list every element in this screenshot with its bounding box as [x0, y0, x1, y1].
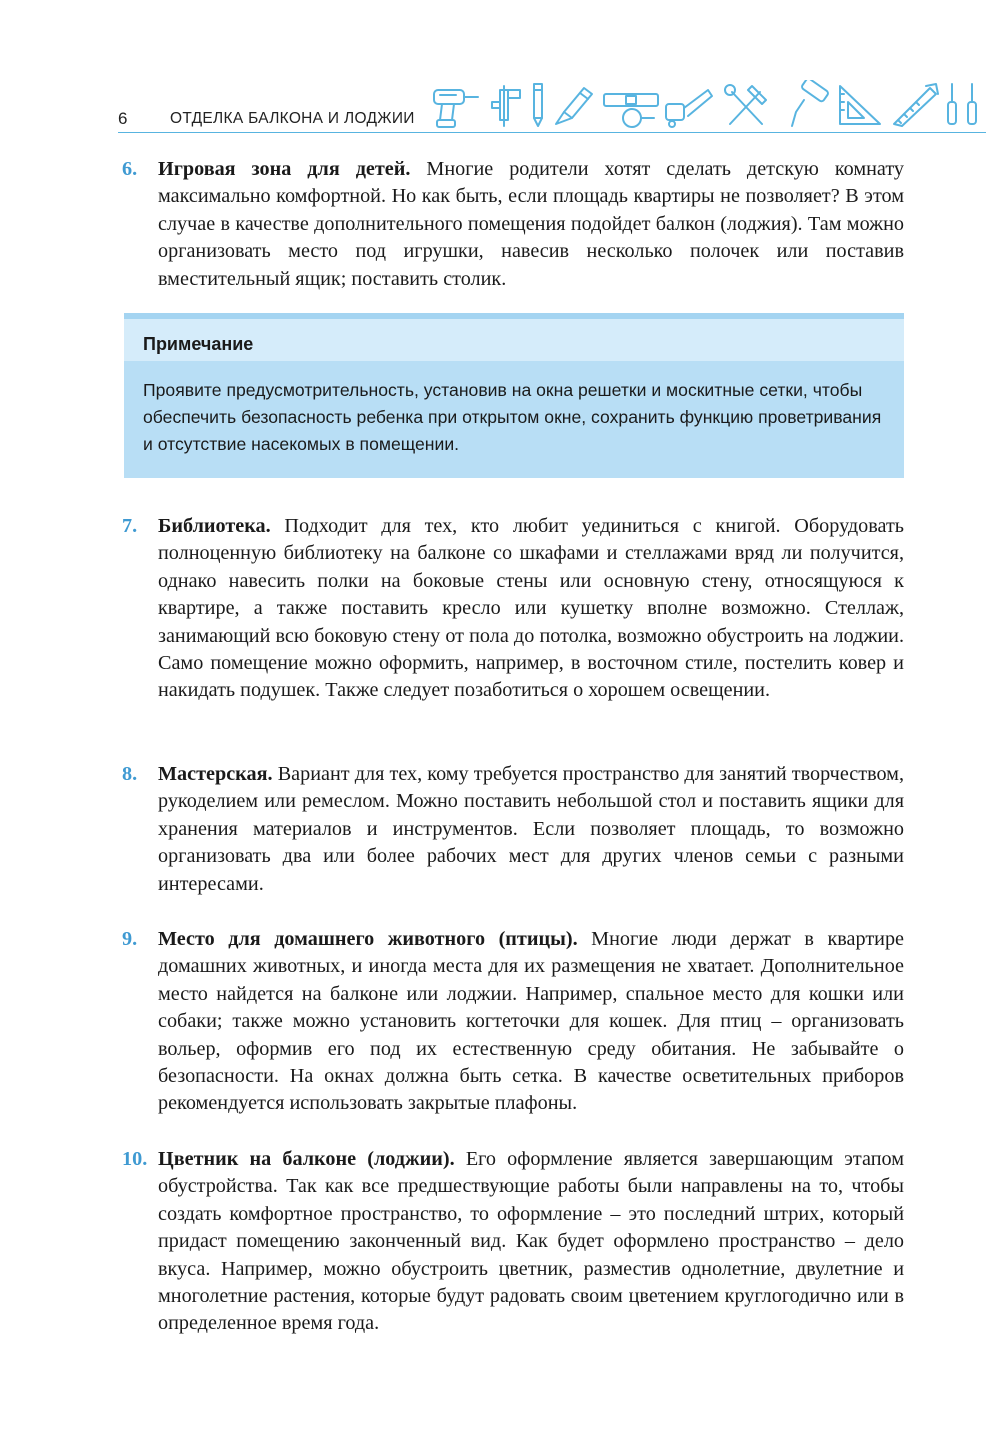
item-text: Подходит для тех, кто любит уединиться с книгой. Оборудовать полноценную библиотеку на балконе со шкафами и стеллажами вряд ли получится, однако навесить полки на боковые стены или основную стену, относящуюся к квартире, а также поставить кресло или кушетку вполне возможно. Стеллаж, занимающий всю боковую стену от пола до потолка, возможно обустроить на лоджии. Само помещение можно оформить, например, в восточном стиле, постелить ковер и накидать подушек. Также следует позаботиться о хорошем освещении.	[158, 515, 904, 702]
caliper-icon	[492, 86, 520, 126]
level-icon	[604, 94, 658, 127]
item-number: 10.	[122, 1148, 148, 1170]
pencil-icon	[534, 84, 542, 126]
set-square-icon	[840, 86, 880, 124]
page-header	[0, 0, 986, 140]
drill-icon	[434, 90, 478, 127]
paintbrush-icon	[556, 88, 592, 124]
item-number: 8.	[122, 763, 138, 785]
list-item	[122, 761, 904, 898]
wrench-hammer-icon	[725, 85, 766, 124]
list-item	[122, 926, 904, 1118]
screwdriver-icon	[948, 84, 976, 124]
item-text: Многие родители хотят сделать детскую комнату максимально комфортной. Но как быть, если площадь квартиры не позволяет? В этом случае в качестве дополнительного помещения подойдет балкон (лоджия). Там можно организовать место под игрушки, навесив несколько полочек или поставив вместительный ящик; поставить столик.	[158, 158, 904, 290]
item-title: Мастерская.	[158, 763, 273, 785]
header-rule	[118, 132, 986, 133]
paint-roller-icon	[792, 80, 829, 126]
list-item	[122, 513, 904, 705]
list-item	[122, 156, 904, 293]
item-title: Игровая зона для детей.	[158, 158, 411, 180]
item-number: 7.	[122, 515, 138, 537]
item-text: Многие люди держат в квартире домашних животных, и иногда места для их размещения не хватает. Дополнительное место найдется на балконе или лоджии. Например, спальное место для кошки или собаки; также можно установить когтеточки для кошек. Для птиц – организовать вольер, оформив его под их естественную среду обитания. Не забывайте о безопасности. На окнах должна быть сетка. В качестве осветительных приборов рекомендуется использовать закрытые плафоны.	[158, 928, 904, 1115]
note-title: Примечание	[143, 334, 254, 354]
running-title: ОТДЕЛКА БАЛКОНА И ЛОДЖИИ	[170, 110, 415, 127]
chainsaw-icon	[666, 90, 712, 127]
page-number: 6	[118, 109, 128, 128]
tools-strip	[426, 80, 986, 132]
note-header	[124, 313, 904, 361]
item-number: 6.	[122, 158, 138, 180]
item-text: Вариант для тех, кому требуется пространство для занятий творчеством, рукоделием или ремеслом. Можно поставить небольшой стол и поставить ящики для хранения материалов и инструментов. Если позволяет площадь, то возможно организовать два или более рабочих мест для других членов семьи с разными интересами.	[158, 763, 904, 895]
item-number: 9.	[122, 928, 138, 950]
list-item	[122, 1146, 904, 1338]
item-title: Место для домашнего животного (птицы).	[158, 928, 578, 950]
item-title: Библиотека.	[158, 515, 271, 537]
note-box	[124, 313, 904, 478]
note-text: Проявите предусмотрительность, установив на окна решетки и москитные сетки, чтобы обеспечить безопасность ребенка при открытом окне, сохранить функцию проветривания и отсутствие насекомых в помещении.	[143, 380, 882, 454]
handsaw-icon	[894, 84, 938, 126]
item-title: Цветник на балконе (лоджии).	[158, 1148, 455, 1170]
item-text: Его оформление является завершающим этапом обустройства. Так как все предшествующие работы были направлены на то, чтобы создать комфортное пространство, то оформление – это последний штрих, который придаст помещению законченный вид. Как будет оформлено пространство – дело вкуса. Например, можно обустроить цветник, разместив однолетние, двулетние и многолетние растения, которые будут радовать своим цветением круглогодично или в определенное время года.	[158, 1148, 904, 1335]
